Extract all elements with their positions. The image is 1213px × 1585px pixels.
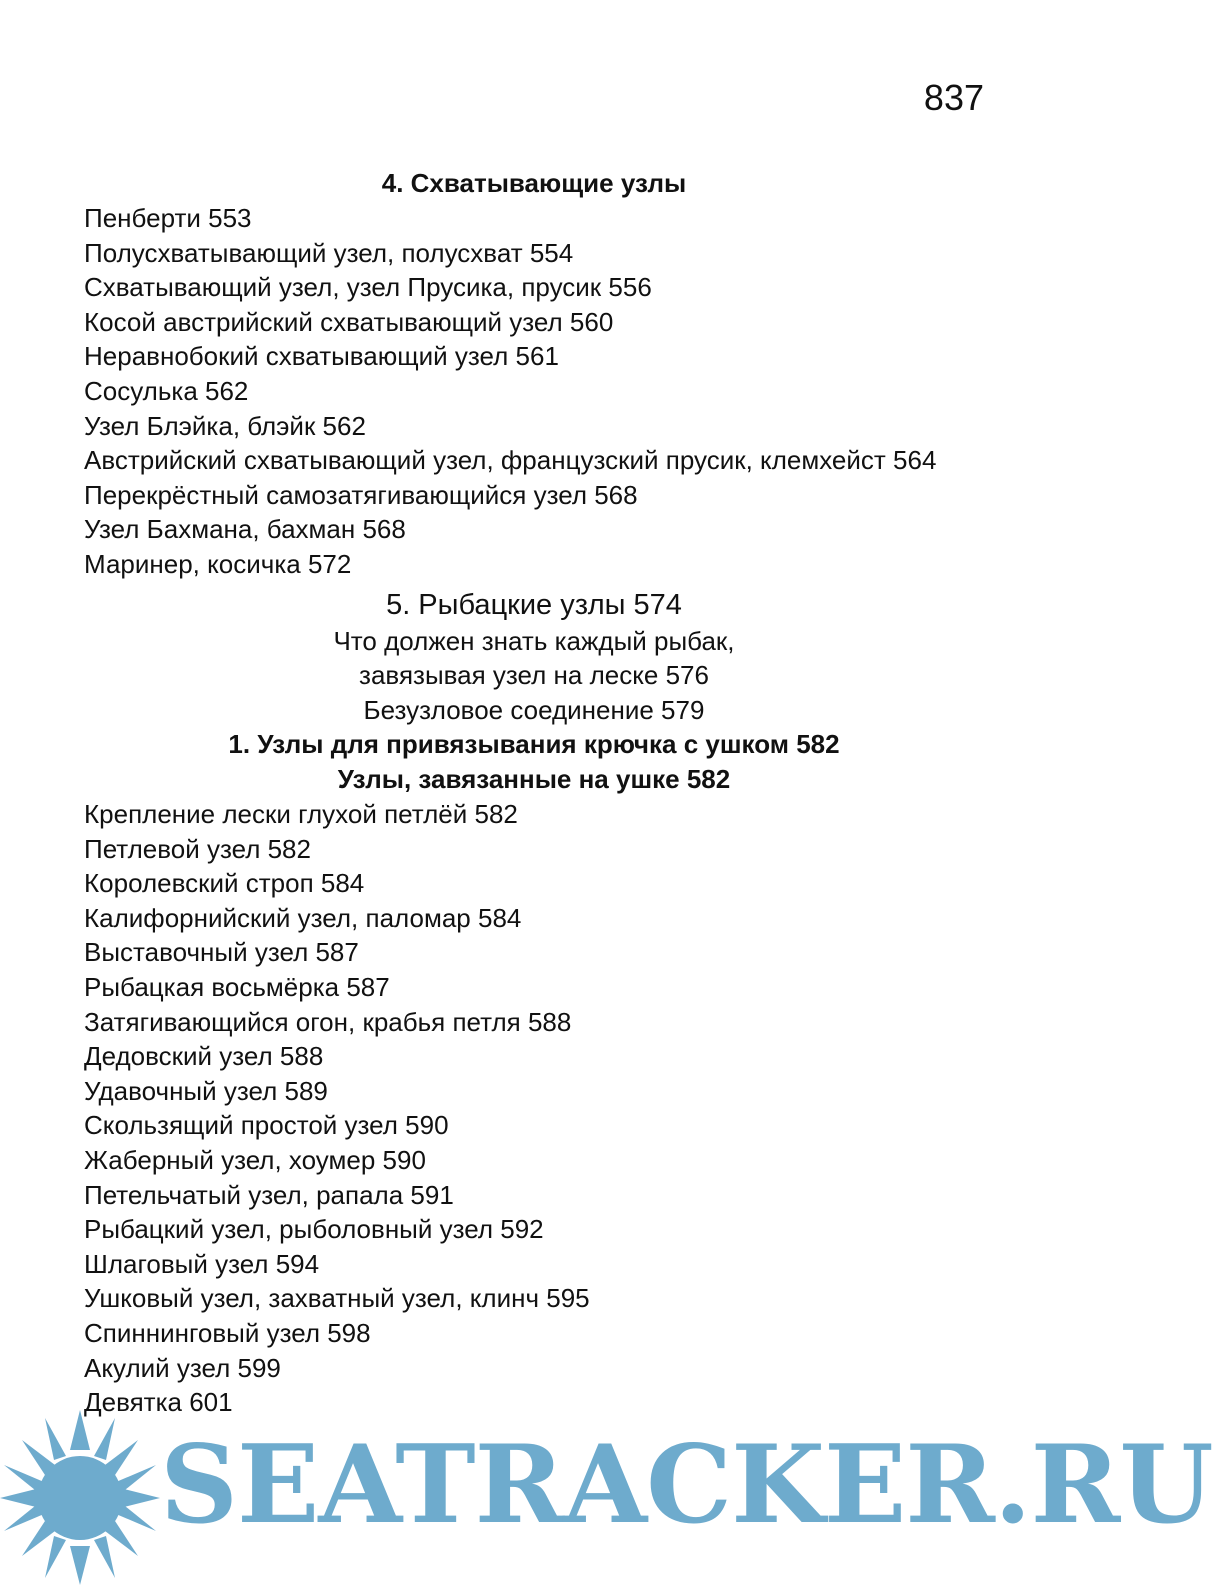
subsection-subheading: Узлы, завязанные на ушке 582: [337, 764, 731, 795]
list-item: Затягивающийся огон, крабья петля 588: [84, 1006, 572, 1037]
page-number: 837: [923, 77, 984, 118]
list-item: Косой австрийский схватывающий узел 560: [84, 306, 614, 337]
list-item: Узел Блэйка, блэйк 562: [84, 410, 366, 441]
index-content: [84, 166, 984, 1420]
list-item: Калифорнийский узел, паломар 584: [84, 902, 522, 933]
list-item: Ушковый узел, захватный узел, клинч 595: [84, 1283, 590, 1314]
list-item: Перекрёстный самозатягивающийся узел 568: [84, 479, 638, 510]
section-4-heading: 4. Схватывающие узлы: [381, 168, 687, 198]
list-item: Рыбацкий узел, рыболовный узел 592: [84, 1214, 544, 1245]
list-item: Скользящий простой узел 590: [84, 1110, 449, 1141]
list-item: Пенберти 553: [84, 203, 252, 233]
list-item: Девятка 601: [84, 1387, 233, 1418]
section-5-entries: [84, 797, 984, 1420]
list-item: Австрийский схватывающий узел, французский прусик, клемхейст 564: [84, 445, 937, 476]
list-item: Петельчатый узел, рапала 591: [84, 1179, 454, 1210]
list-item: Рыбацкая восьмёрка 587: [84, 972, 390, 1002]
list-item: Схватывающий узел, узел Прусика, прусик 556: [84, 272, 652, 303]
list-item: Королевский строп 584: [84, 868, 365, 899]
subsection-heading: 1. Узлы для привязывания крючка с ушком 582: [228, 729, 840, 760]
list-item: Маринер, косичка 572: [84, 548, 352, 579]
list-item: Петлевой узел 582: [84, 833, 311, 864]
list-item: Узел Бахмана, бахман 568: [84, 514, 406, 545]
section-5-line: Что должен знать каждый рыбак,: [333, 625, 735, 656]
list-item: Сосулька 562: [84, 375, 249, 406]
list-item: Удавочный узел 589: [84, 1075, 328, 1106]
list-item: Выставочный узел 587: [84, 937, 359, 968]
watermark-text: SEATRACKER.RU: [160, 1422, 1213, 1548]
list-item: Крепление лески глухой петлёй 582: [84, 799, 518, 830]
list-item: Спиннинговый узел 598: [84, 1317, 371, 1348]
list-item: Полусхватывающий узел, полусхват 554: [84, 237, 574, 268]
list-item: Неравнобокий схватывающий узел 561: [84, 341, 559, 372]
section-5-line: Безузловое соединение 579: [363, 694, 705, 725]
section-4-entries: [84, 201, 984, 582]
list-item: Дедовский узел 588: [84, 1041, 324, 1072]
list-item: Акулий узел 599: [84, 1352, 281, 1383]
section-5-line: завязывая узел на леске 576: [359, 660, 709, 691]
list-item: Жаберный узел, хоумер 590: [84, 1144, 426, 1175]
section-5-heading: 5. Рыбацкие узлы 574: [386, 588, 682, 621]
list-item: Шлаговый узел 594: [84, 1248, 320, 1279]
